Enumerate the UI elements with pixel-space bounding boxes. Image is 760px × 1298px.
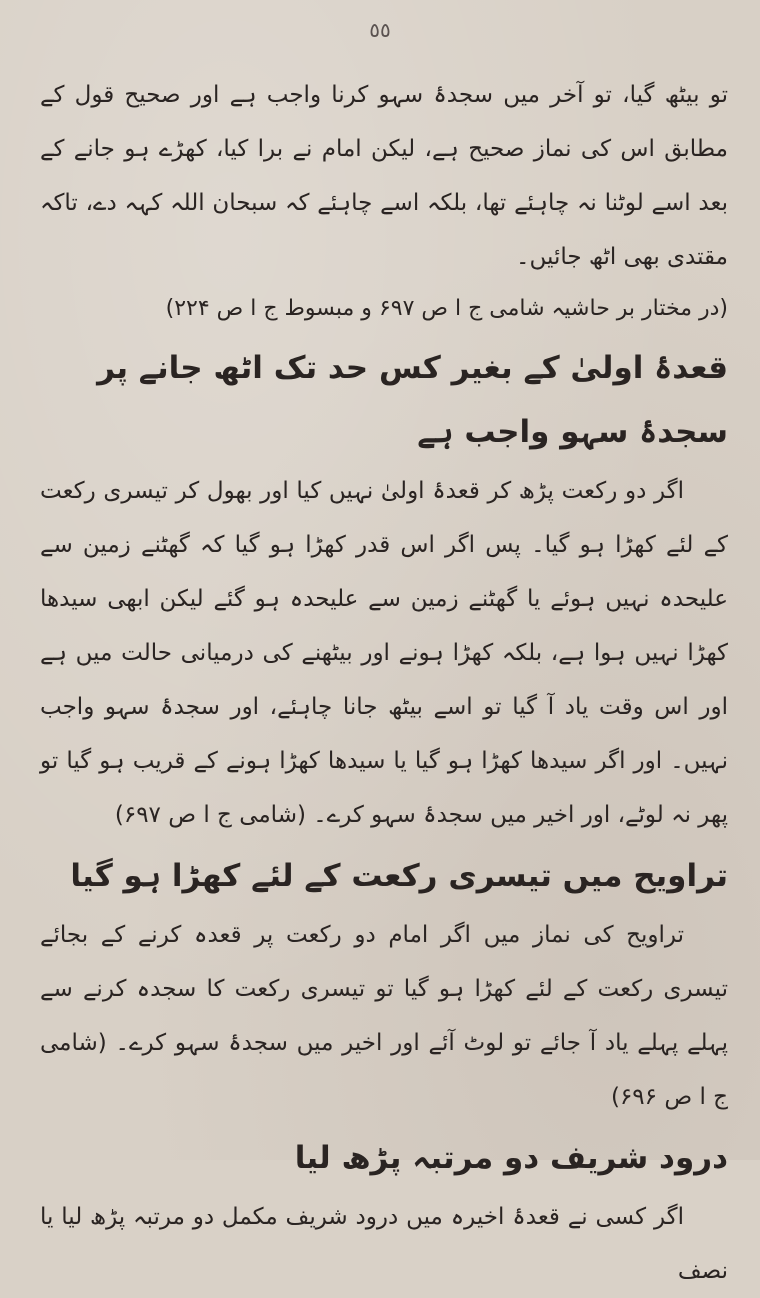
- section-heading-qada-ula: قعدۂ اولیٰ کے بغیر کس حد تک اٹھ جانے پر سجدۂ سہو واجب ہے: [97, 350, 728, 450]
- page-number: ٥٥: [369, 18, 391, 42]
- section-heading-durood: درود شریف دو مرتبہ پڑھ لیا: [294, 1140, 728, 1176]
- paragraph-intro: تو بیٹھ گیا، تو آخر میں سجدۂ سہو کرنا واجب ہے اور صحیح قول کے مطابق اس کی نماز صحیح ہے، لیکن امام نے برا کیا، کھڑے ہو جانے کے بعد اسے لوٹنا نہ چاہئے تھا، بلکہ اسے چاہئے کہ سبحان اللہ کہہ دے، تاکہ مقتدی بھی اٹھ جائیں۔: [40, 82, 728, 270]
- citation: (در مختار بر حاشیہ شامی ج ا ص ۶۹۷ و مبسوط ج ا ص ۲۲۴): [165, 296, 728, 321]
- paragraph-taraweeh: تراویح کی نماز میں اگر امام دو رکعت پر قعدہ کرنے کے بجائے تیسری رکعت کے لئے کھڑا ہو گیا تو تیسری رکعت کا سجدہ کرنے سے پہلے پہلے یاد آ جائے تو لوٹ آئے اور اخیر میں سجدۂ سہو کرے۔ (شامی ج ا ص ۶۹۶): [40, 922, 728, 1110]
- paragraph-qada-ula: اگر دو رکعت پڑھ کر قعدۂ اولیٰ نہیں کیا اور بھول کر تیسری رکعت کے لئے کھڑا ہو گیا۔ پس اگر اس قدر کھڑا ہو گیا کہ گھٹنے زمین سے علیحدہ نہیں ہوئے یا گھٹنے زمین سے علیحدہ ہو گئے لیکن ابھی سیدھا کھڑا نہیں ہوا ہے، بلکہ کھڑا ہونے اور بیٹھنے کی درمیانی حالت میں ہے اور اس وقت یاد آ گیا تو اسے بیٹھ جانا چاہئے، اور سجدۂ سہو واجب نہیں۔ اور اگر سیدھا کھڑا ہو گیا یا سیدھا کھڑا ہونے کے قریب ہو گیا تو پھر نہ لوٹے، اور اخیر میں سجدۂ سہو کرے۔ (شامی ج ا ص ۶۹۷): [40, 478, 728, 828]
- section-heading-taraweeh: تراویح میں تیسری رکعت کے لئے کھڑا ہو گیا: [70, 858, 728, 894]
- page-body: [40, 68, 728, 1298]
- paragraph-durood: اگر کسی نے قعدۂ اخیرہ میں درود شریف مکمل دو مرتبہ پڑھ لیا یا نصف: [40, 1204, 728, 1284]
